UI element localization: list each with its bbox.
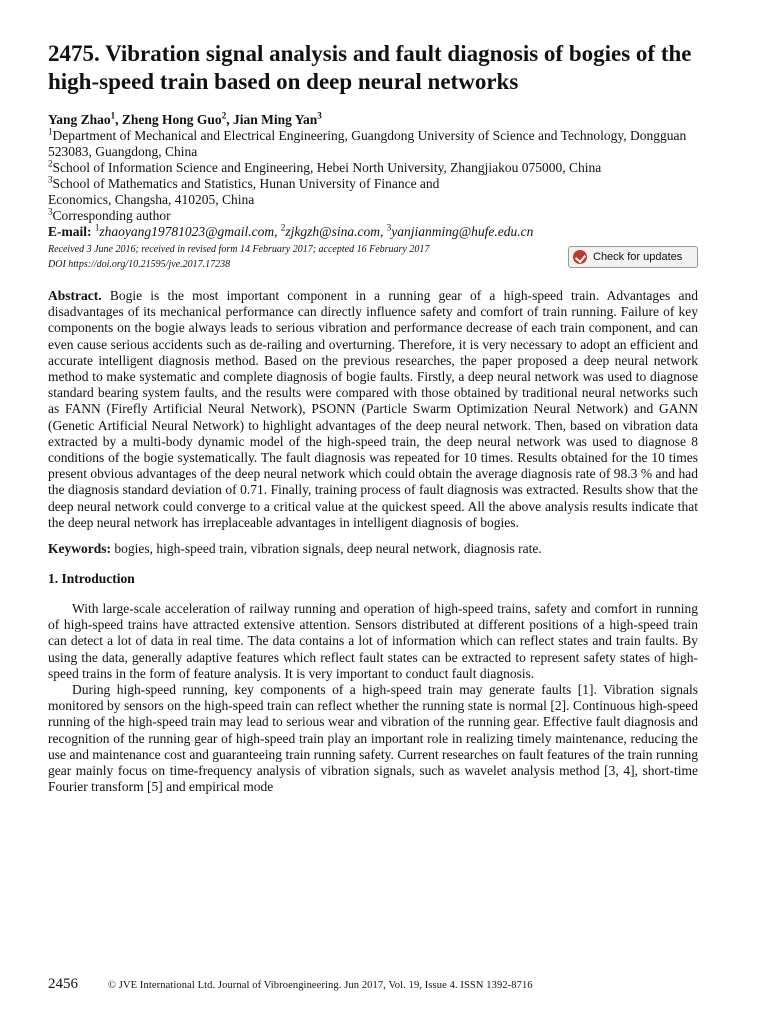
email-line: E-mail: $^1$zhaoyang19781023@gmail.com, $^2$zjkgzh@sina.com, $^3$yanjianming@hufe.edu.cn [48,222,534,239]
keywords-text: bogies, high-speed train, vibration signals, deep neural network, diagnosis rate. [114,541,542,557]
affiliation-3-sup: 3 [48,174,53,185]
corresponding-author-text: Corresponding author [52,208,171,223]
corresponding-author-sup: 3 [48,206,53,217]
email-2-link[interactable]: zjkgzh@sina.com [285,224,380,239]
section-heading-introduction: 1. Introduction [48,571,135,587]
author-2-sup: 2 [221,110,227,121]
author-list: Yang Zhao$^1$, Zheng Hong Guo$^2$, Jian Ming Yan$^3$ [48,110,322,127]
affiliation-2-text: School of Information Science and Engineering, Hebei North University, Zhangjiakou 075000, China [52,160,602,175]
intro-paragraph-2: During high-speed running, key components of a high-speed train may generate faults [1]. Vibration signals monitored by sensors on the high-speed train can reflect whether the running state is normal [2]. Continuous high-speed running of the high-speed train may lead to serious wear and vibration of the running gear. Effective fault diagnosis and recognition of the running gear of high-speed train play an important role in realizing timely maintenance, reducing the use and maintenance cost and guaranteeing train running safety. Current researches on fault features of the train running gear mainly focus on time-frequency analysis of vibration signals, such as wavelet analysis method [3, 4], short-time Fourier transform [5] and empirical mode [48,682,698,795]
email-2-sup: 2 [280,222,286,233]
affiliation-1-sup: 1 [48,126,53,137]
author-2: Zheng Hong Guo [121,112,222,127]
email-label: E-mail: [48,224,92,239]
affiliation-3-text: School of Mathematics and Statistics, Hunan University of Finance and Economics, Changsha, 410205, China [48,176,440,207]
page-footer [48,976,698,993]
author-1-sup: 1 [110,110,116,121]
abstract-text: Bogie is the most important component in a running gear of a high-speed train. Advantages and disadvantages of its mechanical performance can directly influence safety and comfort of train running. Failure of key components on the bogie always leads to serious vibration and performance decrease of each train component, and can even cause serious accidents such as de-railing and overturning. Therefore, it is very necessary to adopt an efficient and accurate intelligent diagnosis method. Based on the previous researches, the paper proposed a deep neural network method to make systematic and complete diagnosis of bogie faults. Firstly, a deep neural network was used to diagnose standard bearing system faults, and the results were compared with those obtained by traditional neural networks such as FANN (Firefly Artificial Neural Network), PSONN (Particle Swarm Optimization Neural Network) and GANN (Genetic Artificial Neural Network) to highlight advantages of the deep neural network. Then, based on vibration data extracted by a multi-body dynamic model of the high-speed train, the deep neural network was used to diagnose 8 conditions of the bogie systematically. The fault diagnosis was repeated for 10 times. Results obtained for the 10 times present obvious advantages of the deep neural network which could obtain the average diagnosis rate of 98.3 % and had the diagnosis standard deviation of 0.71. Finally, training process of fault diagnosis was extracted. Results show that the deep neural network could converge to a critical value at the quickest speed. All the above analysis results indicate that the deep neural network has irreplaceable advantages in intelligent diagnosis of bogies. [48,288,698,530]
check-updates-icon [573,250,587,264]
footer-journal-info: © JVE International Ltd. Journal of Vibroengineering. Jun 2017, Vol. 19, Issue 4. ISSN 1392-8716 [108,980,533,991]
affiliation-2-sup: 2 [48,158,53,169]
intro-paragraph-1: With large-scale acceleration of railway running and operation of high-speed trains, safety and comfort in running of high-speed trains have attracted extensive attention. Sensors distributed at different positions of a high-speed train can detect a lot of data in real time. The data contains a lot of information which can reflect states and train faults. By using the data, generally adaptive features which reflect fault states can be extracted to represent safety states of high-speed trains in the form of feature analysis. It is very important to conduct fault diagnosis. [48,601,698,681]
check-for-updates-button[interactable] [568,246,698,268]
affiliation-2 [48,160,698,176]
abstract-label: Abstract. [48,288,102,303]
page-number: 2456 [48,976,78,992]
paper-page [48,40,698,795]
email-1-sup: 1 [94,222,100,233]
author-3-sup: 3 [317,110,322,121]
received-dates: Received 3 June 2016; received in revised form 14 February 2017; accepted 16 February 2017 [48,244,430,255]
corresponding-author [48,208,698,224]
affiliation-1 [48,128,698,160]
doi-link[interactable]: DOI https://doi.org/10.21595/jve.2017.17238 [48,259,231,270]
check-updates-label: Check for updates [593,251,683,263]
email-1-link[interactable]: zhaoyang19781023@gmail.com [99,224,275,239]
email-3-sup: 3 [386,222,392,233]
author-1: Yang Zhao [48,112,111,127]
abstract [48,288,698,531]
affiliation-1-text: Department of Mechanical and Electrical Engineering, Guangdong University of Science and Technology, Dongguan 523083, Guangdong, China [48,128,687,159]
keywords [48,541,698,557]
affiliation-3 [48,176,488,208]
keywords-label: Keywords: [48,541,111,557]
author-3: Jian Ming Yan [232,112,318,127]
meta-row [48,244,698,270]
paper-title: 2475. Vibration signal analysis and fault diagnosis of bogies of the high-speed train based on deep neural networks [48,41,692,94]
email-3-link[interactable]: yanjianming@hufe.edu.cn [391,224,534,239]
